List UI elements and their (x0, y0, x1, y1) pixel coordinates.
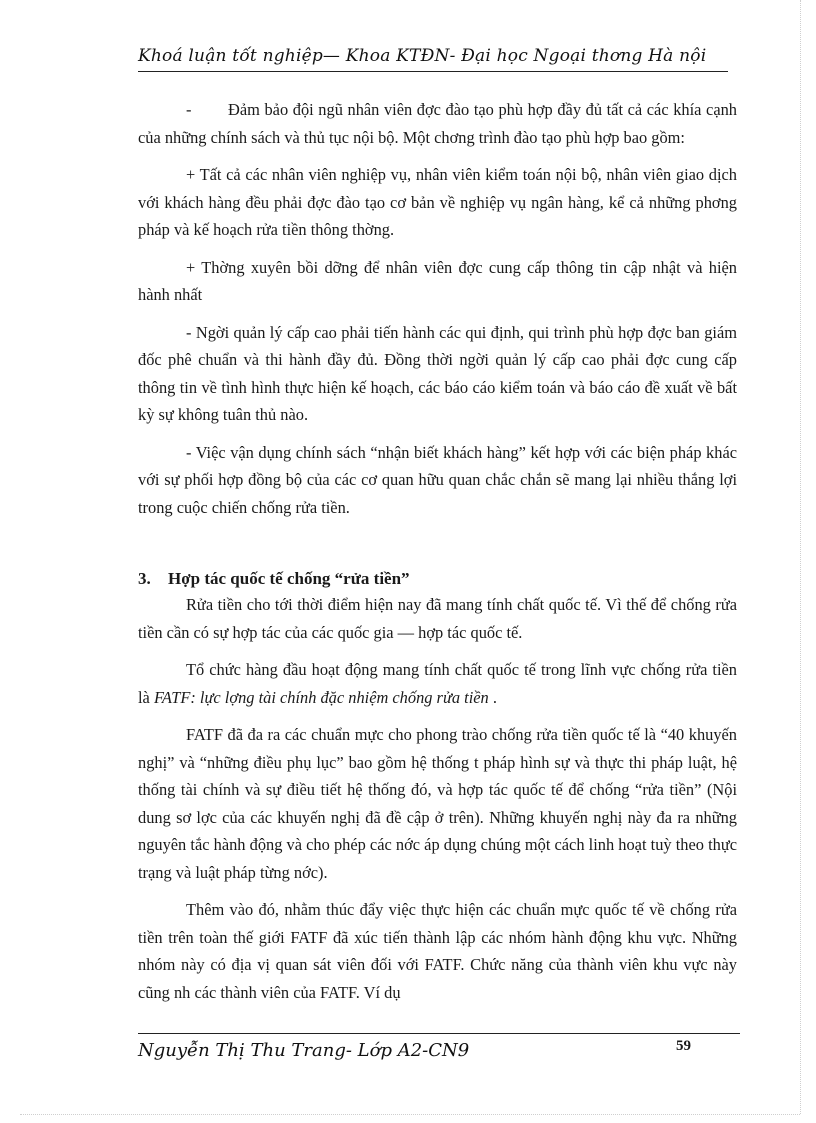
paragraph-staff: + Tất cả các nhân viên nghiệp vụ, nhân viên kiểm toán nội bộ, nhân viên giao dịch với khách hàng đều phải đợc đào tạo cơ bản về nghiệp vụ ngân hàng, kể cả những phơng pháp và kế hoạch rửa tiền thông thờng. (138, 165, 737, 239)
page-edge-bottom (20, 1114, 800, 1115)
paragraph-fatf-intro: Tổ chức hàng đầu hoạt động mang tính chất quốc tế trong lĩnh vực chống rửa tiền là FATF: lực lợng tài chính đặc nhiệm chống rửa tiền . (138, 660, 737, 707)
paragraph-kyc: - Việc vận dụng chính sách “nhận biết khách hàng” kết hợp với các biện pháp khác với sự phối hợp đồng bộ của các cơ quan hữu quan chắc chắn sẽ mang lại nhiều thắng lợi trong cuộc chiến chống rửa tiền. (138, 442, 737, 517)
paragraph-training: - Đảm bảo đội ngũ nhân viên đợc đào tạo phù hợp đầy đủ tất cả các khía cạnh của những chính sách và thủ tục nội bộ. Một chơng trình đào tạo phù hợp bao gồm: (138, 96, 737, 151)
running-header: Khoá luận tốt nghiệp— Khoa KTĐN- Đại học Ngoại thơng Hà nội (138, 46, 707, 66)
header-rule (138, 71, 728, 72)
footer-author: Nguyễn Thị Thu Trang- Lớp A2-CN9 (138, 1040, 470, 1061)
section-body (138, 591, 737, 1006)
section-title: Hợp tác quốc tế chống “rửa tiền” (168, 569, 410, 588)
section-number: 3. (138, 569, 151, 588)
page-edge-right (800, 0, 801, 1114)
body-text (138, 96, 737, 521)
page-number: 59 (676, 1038, 691, 1054)
section-heading (138, 565, 737, 592)
paragraph-recommendations: FATF đã đa ra các chuẩn mực cho phong trào chống rửa tiền quốc tế là “40 khuyến nghị” và “những điều phụ lục” bao gồm hệ thống t pháp hình sự và thực thi pháp luật, hệ thống tài chính và sự điều tiết hệ thống đó, và hợp tác quốc tế để chống “rửa tiền” (Nội dung sơ lợc của các khuyến nghị đã đề cập ở trên). Những khuyến nghị này đa ra những nguyên tắc hành động và cho phép các nớc áp dụng chúng một cách linh hoạt tuỳ theo thực trạng và luật pháp từng nớc). (138, 725, 737, 882)
footer-rule (138, 1033, 740, 1034)
fatf-emphasis: FATF: lực lợng tài chính đặc nhiệm chống rửa tiền (153, 687, 489, 707)
bullet-dash: - (186, 100, 192, 119)
paragraph-update: + Thờng xuyên bồi dỡng để nhân viên đợc cung cấp thông tin cập nhật và hiện hành nhất (138, 257, 737, 304)
paragraph-regional-groups: Thêm vào đó, nhằm thúc đẩy việc thực hiện các chuẩn mực quốc tế về chống rửa tiền trên toàn thế giới FATF đã xúc tiến thành lập các nhóm hành động khu vực. Những nhóm này có địa vị quan sát viên đối với FATF. Chức năng của thành viên khu vực này cũng nh các thành viên của FATF. Ví dụ (138, 900, 737, 1002)
paragraph-international: Rửa tiền cho tới thời điểm hiện nay đã mang tính chất quốc tế. Vì thế để chống rửa tiền cần có sự hợp tác của các quốc gia — hợp tác quốc tế. (138, 595, 737, 642)
paragraph-management: - Ngời quản lý cấp cao phải tiến hành các qui định, qui trình phù hợp đợc ban giám đốc phê chuẩn và thi hành đầy đủ. Đồng thời ngời quản lý cấp cao phải đợc cung cấp thông tin về tình hình thực hiện kế hoạch, các báo cáo kiểm toán và báo cáo đề xuất về bất kỳ sự không tuân thủ nào. (138, 322, 737, 424)
